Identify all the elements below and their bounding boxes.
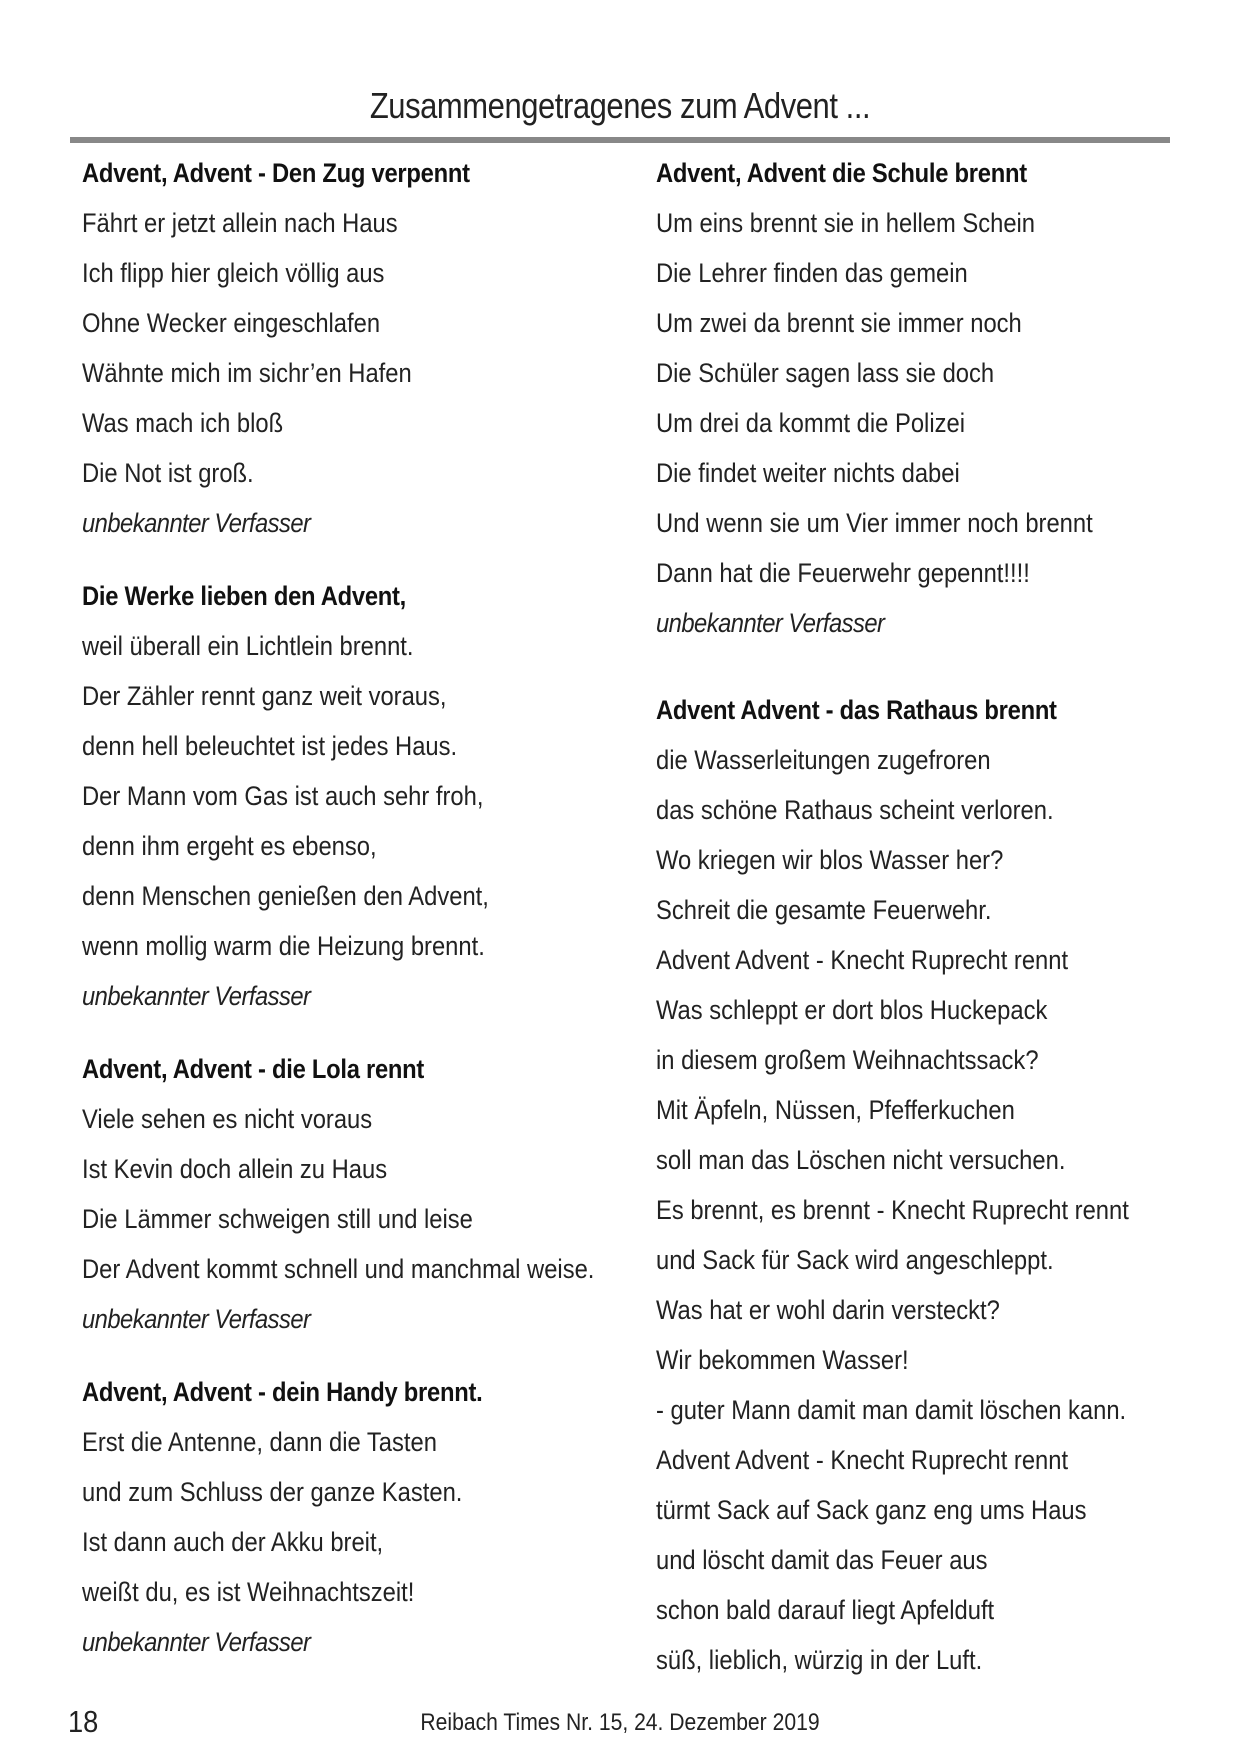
poem-line: in diesem großem Weihnachtssack? (656, 1045, 1039, 1075)
poem-author: unbekannter Verfasser (82, 508, 311, 538)
poem-line: die Wasserleitungen zugefroren (656, 745, 991, 775)
poem-line: Ohne Wecker eingeschlafen (82, 308, 381, 338)
poem-line: Was hat er wohl darin versteckt? (656, 1295, 1000, 1325)
poem-line: Mit Äpfeln, Nüssen, Pfefferkuchen (656, 1095, 1015, 1125)
poem-line: schon bald darauf liegt Apfelduft (656, 1595, 995, 1625)
poem-block (82, 571, 642, 1021)
poem-line: Wir bekommen Wasser! (656, 1345, 909, 1375)
poem-line: Die findet weiter nichts dabei (656, 458, 960, 488)
poem-line: Advent Advent - Knecht Ruprecht rennt (656, 1445, 1069, 1475)
poem-author: unbekannter Verfasser (656, 608, 885, 638)
poem-line: Die Lehrer finden das gemein (656, 258, 968, 288)
poem-line: Um drei da kommt die Polizei (656, 408, 965, 438)
right-column (656, 148, 1196, 1708)
poem-title: Advent, Advent - Den Zug verpennt (82, 158, 470, 188)
poem-line: Der Mann vom Gas ist auch sehr froh, (82, 781, 484, 811)
poem-line: Die Lämmer schweigen still und leise (82, 1204, 473, 1234)
poem-line: denn ihm ergeht es ebenso, (82, 831, 377, 861)
poem-line: Wähnte mich im sichr’en Hafen (82, 358, 412, 388)
poem-line: weißt du, es ist Weihnachtszeit! (82, 1577, 415, 1607)
poem-line: Die Not ist groß. (82, 458, 254, 488)
footer-publication: Reibach Times Nr. 15, 24. Dezember 2019 (420, 1709, 820, 1736)
title-divider (70, 137, 1170, 143)
poem-line: Der Advent kommt schnell und manchmal weise. (82, 1254, 595, 1284)
poem-title: Advent, Advent - die Lola rennt (82, 1054, 425, 1084)
poem-line: Fährt er jetzt allein nach Haus (82, 208, 398, 238)
poem-line: Advent Advent - Knecht Ruprecht rennt (656, 945, 1069, 975)
poem-line: türmt Sack auf Sack ganz eng ums Haus (656, 1495, 1087, 1525)
poem-line: und zum Schluss der ganze Kasten. (82, 1477, 463, 1507)
poem-block (656, 148, 1196, 648)
poem-line: denn hell beleuchtet ist jedes Haus. (82, 731, 458, 761)
poem-line: denn Menschen genießen den Advent, (82, 881, 489, 911)
poem-line: Erst die Antenne, dann die Tasten (82, 1427, 437, 1457)
poem-block (82, 1044, 642, 1344)
poem-block (82, 148, 642, 548)
poem-title: Advent, Advent - dein Handy brennt. (82, 1377, 483, 1407)
poem-line: Ich flipp hier gleich völlig aus (82, 258, 385, 288)
poem-line: Ist dann auch der Akku breit, (82, 1527, 384, 1557)
page-number: 18 (68, 1704, 99, 1739)
poem-line: Wo kriegen wir blos Wasser her? (656, 845, 1004, 875)
poem-line: Um zwei da brennt sie immer noch (656, 308, 1022, 338)
poem-line: das schöne Rathaus scheint verloren. (656, 795, 1054, 825)
poem-line: Um eins brennt sie in hellem Schein (656, 208, 1036, 238)
poem-line: Dann hat die Feuerwehr gepennt!!!! (656, 558, 1030, 588)
poem-block (82, 1367, 642, 1667)
poem-line: Und wenn sie um Vier immer noch brennt (656, 508, 1093, 538)
poem-line: und löscht damit das Feuer aus (656, 1545, 988, 1575)
page-title: Zusammengetragenes zum Advent ... (369, 85, 871, 126)
poem-line: - guter Mann damit man damit löschen kann. (656, 1395, 1127, 1425)
poem-line: Ist Kevin doch allein zu Haus (82, 1154, 388, 1184)
poem-line: und Sack für Sack wird angeschleppt. (656, 1245, 1054, 1275)
poem-line: Was mach ich bloß (82, 408, 284, 438)
poem-line: Viele sehen es nicht voraus (82, 1104, 373, 1134)
poem-title: Die Werke lieben den Advent, (82, 581, 407, 611)
poem-author: unbekannter Verfasser (82, 1304, 311, 1334)
poem-line: wenn mollig warm die Heizung brennt. (82, 931, 485, 961)
poem-title: Advent, Advent die Schule brennt (656, 158, 1027, 188)
poem-author: unbekannter Verfasser (82, 1627, 311, 1657)
poem-line: Der Zähler rennt ganz weit voraus, (82, 681, 447, 711)
poem-line: Es brennt, es brennt - Knecht Ruprecht rennt (656, 1195, 1129, 1225)
poem-line: soll man das Löschen nicht versuchen. (656, 1145, 1066, 1175)
poem-block (656, 685, 1196, 1685)
poem-title: Advent Advent - das Rathaus brennt (656, 695, 1057, 725)
poem-line: Die Schüler sagen lass sie doch (656, 358, 995, 388)
poem-author: unbekannter Verfasser (82, 981, 311, 1011)
poem-line: Was schleppt er dort blos Huckepack (656, 995, 1048, 1025)
poem-line: weil überall ein Lichtlein brennt. (82, 631, 414, 661)
poem-line: Schreit die gesamte Feuerwehr. (656, 895, 992, 925)
left-column (82, 148, 642, 1690)
poem-line: süß, lieblich, würzig in der Luft. (656, 1645, 983, 1675)
